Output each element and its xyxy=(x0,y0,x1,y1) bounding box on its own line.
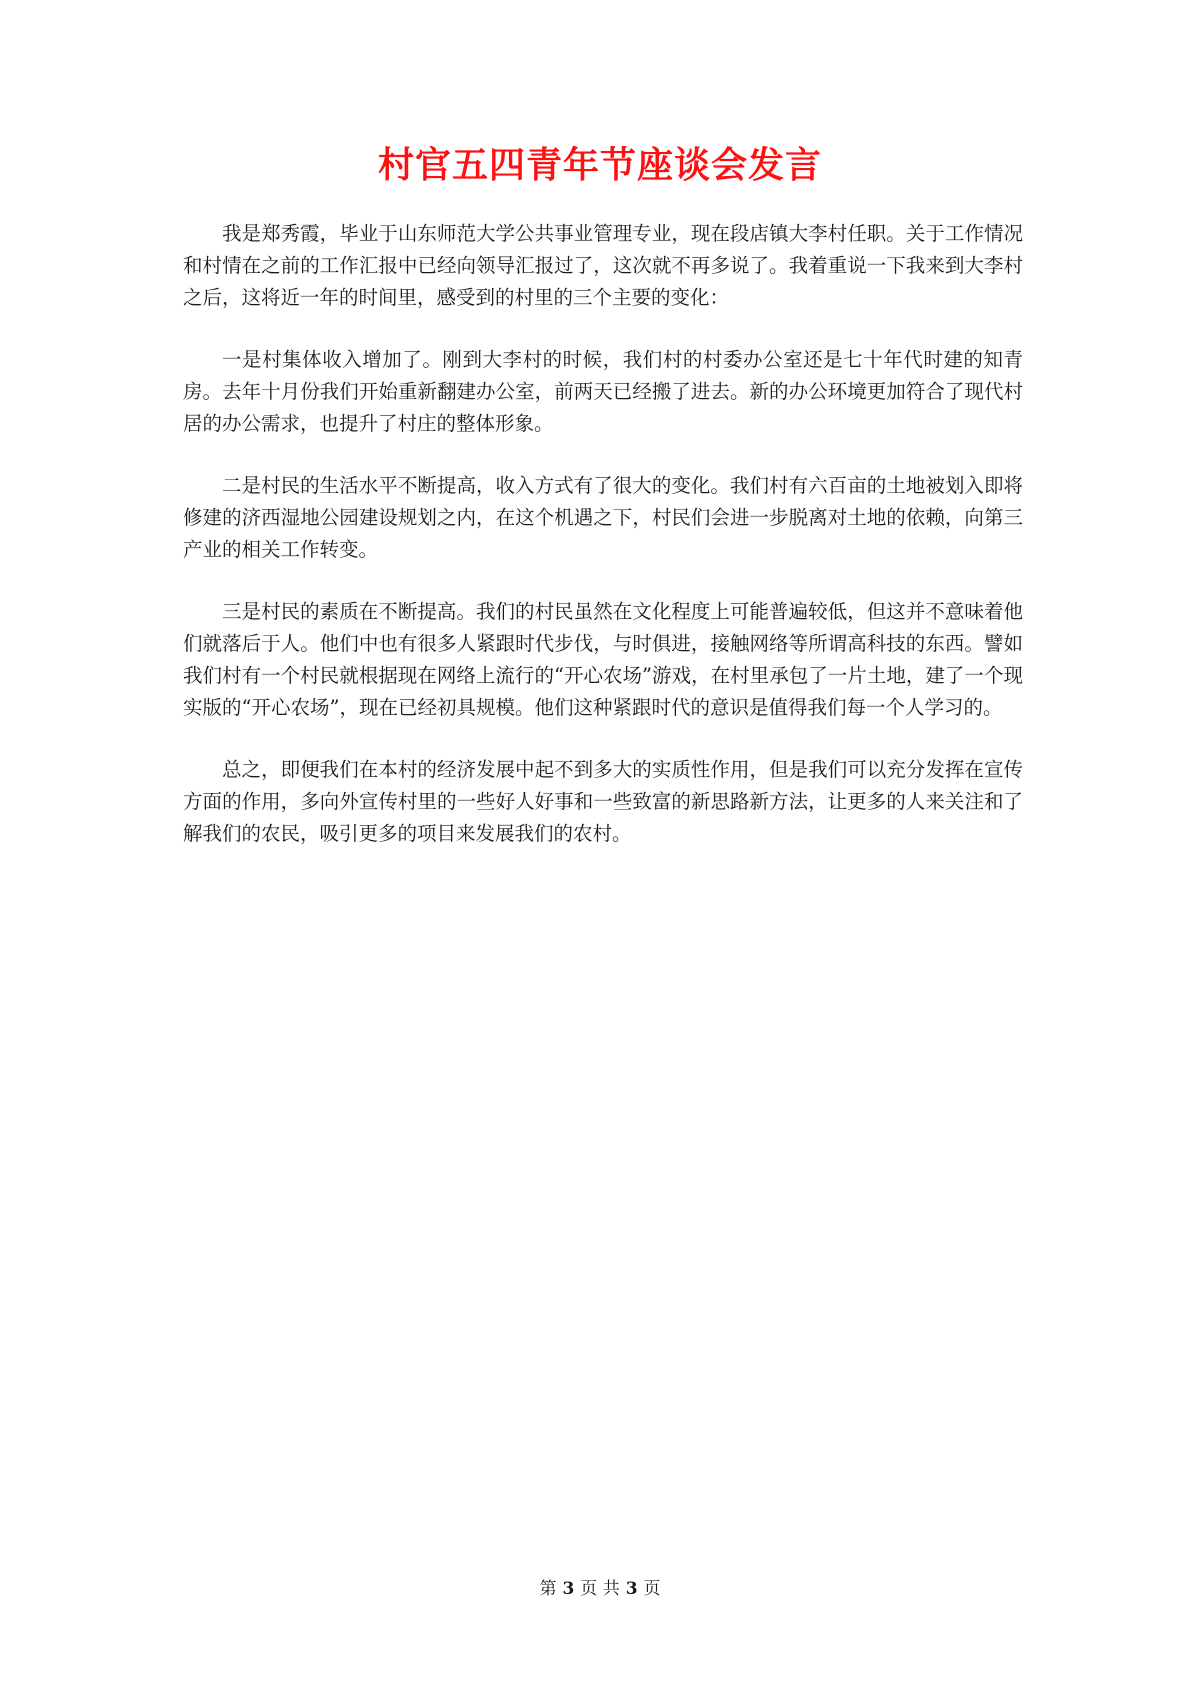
footer-current-page: 3 xyxy=(562,1579,575,1599)
paragraph-change-one: 一是村集体收入增加了。刚到大李村的时候，我们村的村委办公室还是七十年代时建的知青房。去年十月份我们开始重新翻建办公室，前两天已经搬了进去。新的办公环境更加符合了现代村居的办公需求，也提升了村庄的整体形象。 xyxy=(183,348,1023,435)
footer-prefix: 第 xyxy=(539,1579,557,1599)
document-title: 村官五四青年节座谈会发言 xyxy=(377,144,822,186)
footer-middle: 页 共 xyxy=(580,1579,620,1599)
footer-suffix: 页 xyxy=(643,1579,661,1599)
paragraph-intro: 我是郑秀霞，毕业于山东师范大学公共事业管理专业，现在段店镇大李村任职。关于工作情况和村情在之前的工作汇报中已经向领导汇报过了，这次就不再多说了。我着重说一下我来到大李村之后，这将近一年的时间里，感受到的村里的三个主要的变化： xyxy=(183,222,1023,309)
page-footer xyxy=(0,1577,1200,1601)
document-body xyxy=(183,218,1023,880)
paragraph-conclusion: 总之，即便我们在本村的经济发展中起不到多大的实质性作用，但是我们可以充分发挥在宣传方面的作用，多向外宣传村里的一些好人好事和一些致富的新思路新方法，让更多的人来关注和了解我们的农民，吸引更多的项目来发展我们的农村。 xyxy=(183,758,1023,845)
paragraph-change-two: 二是村民的生活水平不断提高，收入方式有了很大的变化。我们村有六百亩的土地被划入即将修建的济西湿地公园建设规划之内，在这个机遇之下，村民们会进一步脱离对土地的依赖，向第三产业的相关工作转变。 xyxy=(183,474,1023,561)
paragraph-change-three: 三是村民的素质在不断提高。我们的村民虽然在文化程度上可能普遍较低，但这并不意味着他们就落后于人。他们中也有很多人紧跟时代步伐，与时俱进，接触网络等所谓高科技的东西。譬如我们村有一个村民就根据现在网络上流行的“开心农场”游戏，在村里承包了一片土地，建了一个现实版的“开心农场”，现在已经初具规模。他们这种紧跟时代的意识是值得我们每一个人学习的。 xyxy=(183,600,1023,719)
footer-total-pages: 3 xyxy=(625,1579,638,1599)
